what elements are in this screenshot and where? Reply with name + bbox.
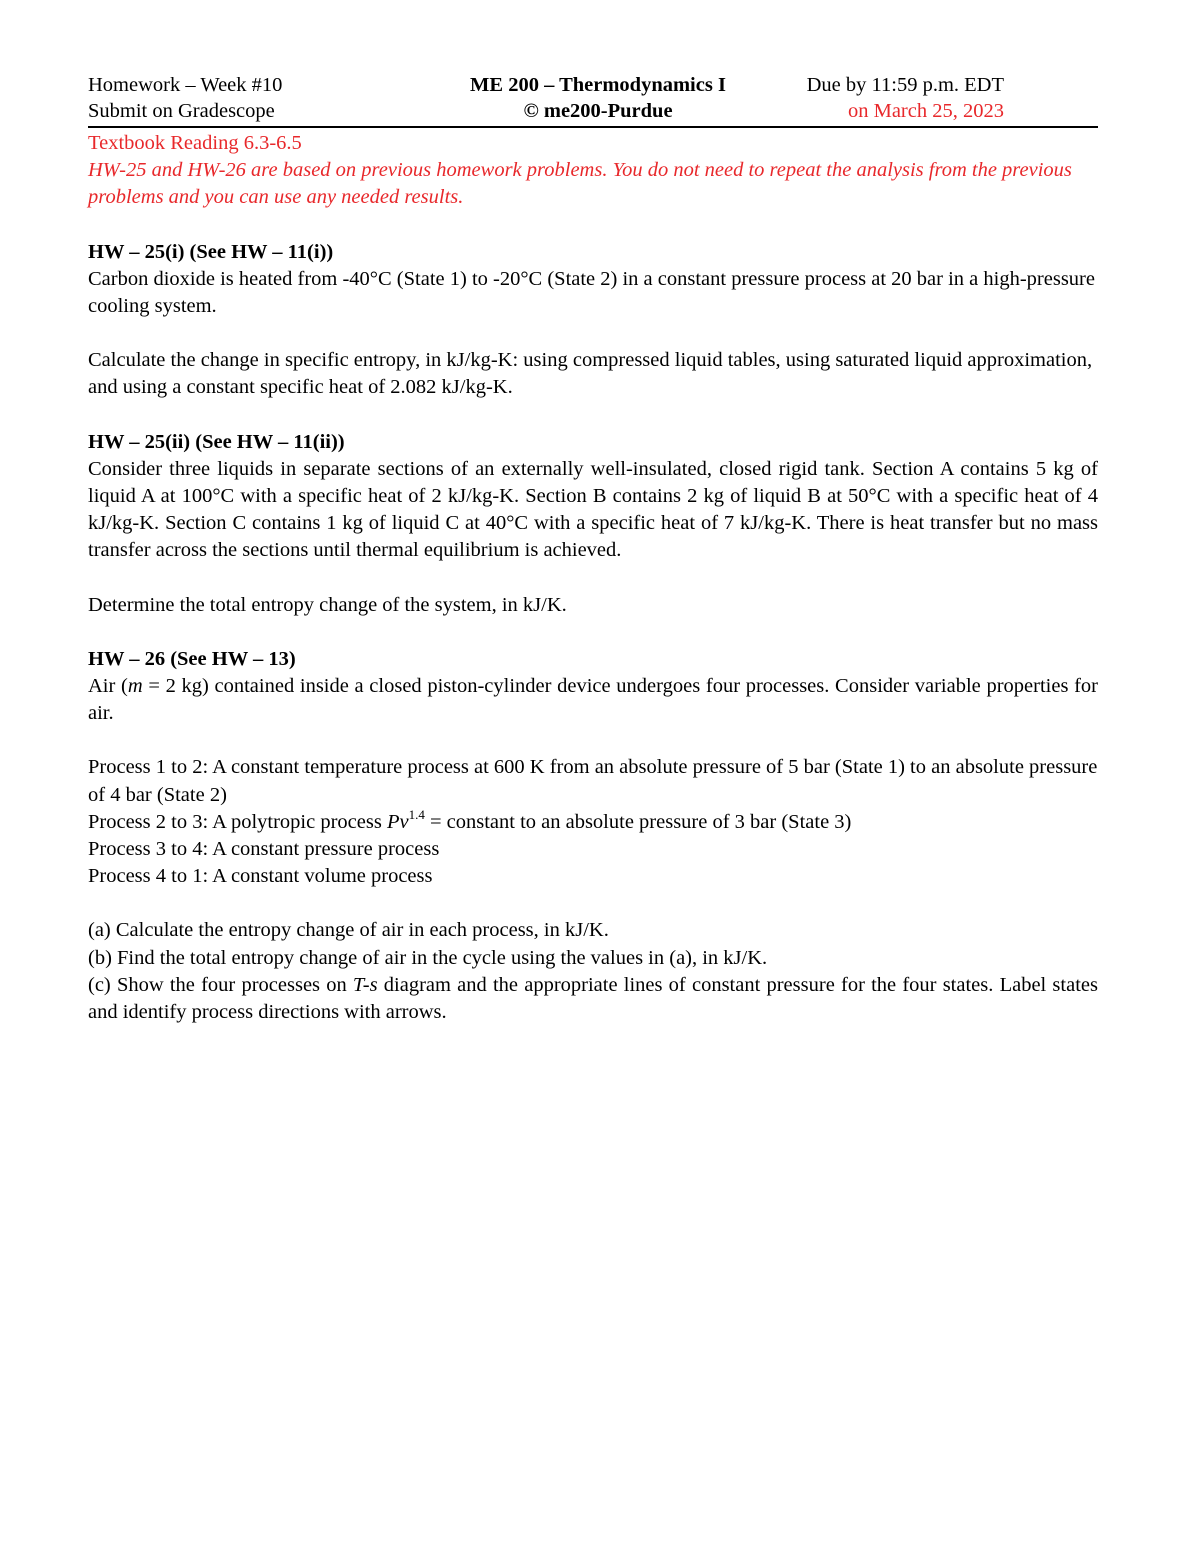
problem-title: HW – 26 (See HW – 13) bbox=[88, 647, 296, 670]
spacer bbox=[88, 320, 1098, 347]
problem-statement: Carbon dioxide is heated from -40°C (State 1) to -20°C (State 2) in a constant pressure process at 20 bar in a high-pressure cooling system. bbox=[88, 267, 1095, 318]
due-date: on March 25, 2023 bbox=[847, 100, 1004, 122]
process-3-4: Process 3 to 4: A constant pressure process bbox=[88, 838, 440, 861]
textbook-reading: Textbook Reading 6.3-6.5 bbox=[88, 132, 302, 154]
header-divider bbox=[88, 126, 1098, 128]
spacer bbox=[88, 565, 1098, 592]
header-submit-info: Submit on Gradescope bbox=[88, 100, 275, 122]
header-right bbox=[798, 72, 1098, 124]
intro-post: = 2 kg) contained inside a closed piston-cylinder device undergoes four processes. Consider variable properties for air. bbox=[88, 675, 1099, 725]
spacer bbox=[88, 619, 1098, 646]
problem-question: Determine the total entropy change of the system, in kJ/K. bbox=[88, 593, 567, 616]
problem-hw25i bbox=[88, 239, 1098, 402]
polytropic-exponent: 1.4 bbox=[408, 806, 425, 822]
header-homework-week: Homework – Week #10 bbox=[88, 74, 283, 96]
problem-statement: Consider three liquids in separate sections of an externally well-insulated, closed rigid tank. Section A contains 5 kg of liquid A at 100°C with a specific heat of 2 kJ/kg-K. Section B contains 2 kg of liquid B at 50°C with a specific heat of 4 kJ/kg-K. Section C contains 1 kg of liquid C at 40°C with a specific heat of 7 kJ/kg-K. There is heat transfer but no mass transfer across the sections until thermal equilibrium is achieved. bbox=[88, 457, 1098, 562]
copyright-notice: © me200-Purdue bbox=[523, 100, 673, 122]
spacer bbox=[88, 727, 1098, 754]
process-2-3 bbox=[88, 806, 1098, 836]
spacer bbox=[88, 890, 1098, 917]
part-b: (b) Find the total entropy change of air in the cycle using the values in (a), in kJ/K. bbox=[88, 946, 768, 969]
intro-pre: Air ( bbox=[88, 675, 128, 698]
part-c bbox=[88, 972, 1098, 1026]
process-2-3-post: = constant to an absolute pressure of 3 bar (State 3) bbox=[424, 810, 852, 833]
spacer bbox=[88, 212, 1098, 239]
part-a: (a) Calculate the entropy change of air in each process, in kJ/K. bbox=[88, 919, 609, 942]
mass-variable: m bbox=[127, 675, 143, 698]
page-header bbox=[88, 72, 1098, 124]
header-left bbox=[88, 72, 398, 124]
header-center bbox=[398, 72, 798, 124]
process-2-3-pre: Process 2 to 3: A polytropic process bbox=[88, 810, 387, 833]
part-c-post: diagram and the appropriate lines of constant pressure for the four states. Label states and identify process directions with arrows. bbox=[88, 973, 1098, 1024]
polytropic-variable: Pv bbox=[386, 810, 409, 833]
problem-statement bbox=[88, 673, 1098, 727]
ts-diagram-label: T-s bbox=[352, 973, 378, 996]
process-list bbox=[88, 754, 1098, 890]
question-parts bbox=[88, 917, 1098, 1026]
document-page bbox=[88, 72, 1098, 1026]
problem-hw26 bbox=[88, 646, 1098, 1026]
spacer bbox=[88, 402, 1098, 429]
process-4-1: Process 4 to 1: A constant volume process bbox=[88, 865, 433, 888]
problem-title: HW – 25(ii) (See HW – 11(ii)) bbox=[88, 430, 345, 453]
part-c-pre: (c) Show the four processes on bbox=[88, 973, 353, 996]
due-time: Due by 11:59 p.m. EDT bbox=[806, 74, 1004, 96]
problem-hw25ii bbox=[88, 429, 1098, 619]
process-1-2: Process 1 to 2: A constant temperature process at 600 K from an absolute pressure of 5 bar (State 1) to an absolute pressure of 4 bar (State 2) bbox=[88, 756, 1098, 806]
problem-question: Calculate the change in specific entropy, in kJ/kg-K: using compressed liquid tables, using saturated liquid approximation, and using a constant specific heat of 2.082 kJ/kg-K. bbox=[88, 349, 1093, 399]
course-title: ME 200 – Thermodynamics I bbox=[470, 74, 726, 96]
problem-title: HW – 25(i) (See HW – 11(i)) bbox=[88, 240, 334, 263]
homework-note: HW-25 and HW-26 are based on previous homework problems. You do not need to repeat the analysis from the previous problems and you can use any needed results. bbox=[88, 159, 1072, 209]
